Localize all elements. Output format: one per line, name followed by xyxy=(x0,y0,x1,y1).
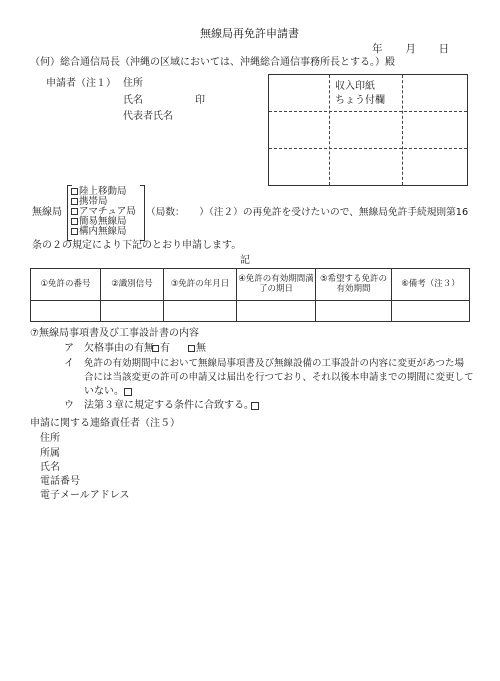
stamp-label-1: 収入印紙 xyxy=(335,81,375,92)
station-count-text: （局数： ）（注２）の再免許を受けたいので、無線局免許手続規則第16 xyxy=(146,207,469,218)
checkbox-icon[interactable] xyxy=(71,218,78,225)
name-label: 氏名 xyxy=(123,95,143,106)
cell-call-sign[interactable] xyxy=(101,301,164,322)
section7-title: ⑦無線局事項書及び工事設計書の内容 xyxy=(30,328,199,339)
item-i-mark: イ xyxy=(64,358,74,369)
license-table xyxy=(30,268,470,322)
revenue-stamp-box xyxy=(268,74,468,186)
header-expiry-date: ④免許の有効期間満了の期日 xyxy=(237,269,316,301)
contact-field: 氏名 xyxy=(40,462,60,473)
cell-expiry-date[interactable] xyxy=(237,301,316,322)
address-label: 住所 xyxy=(123,78,143,89)
document-title: 無線局再免許申請書 xyxy=(200,27,299,40)
item-i-line-3: いない。 xyxy=(84,386,124,397)
item-u-text: 法第３章に規定する条件に合致する。 xyxy=(84,400,254,411)
cell-license-date[interactable] xyxy=(164,301,237,322)
checkbox-icon[interactable] xyxy=(152,345,159,352)
item-u-mark: ウ xyxy=(64,400,74,411)
seal-mark: 印 xyxy=(195,95,205,106)
header-license-date: ③免許の年月日 xyxy=(164,269,237,301)
table-header-row xyxy=(31,269,470,301)
station-option[interactable]: 簡易無線局 xyxy=(71,217,127,227)
checkbox-icon[interactable] xyxy=(188,345,195,352)
addressee: （何）総合通信局長（沖縄の区域においては、沖縄総合通信事務所長とする。）殿 xyxy=(30,57,395,68)
item-i-line-1: 免許の有効期間中において無線局事項書及び無線設備の工事設計の内容に変更があつた場 xyxy=(84,358,465,369)
ki-heading: 記 xyxy=(240,255,250,266)
option-no[interactable]: 無 xyxy=(188,344,206,354)
option-yes[interactable]: 有 xyxy=(152,344,170,354)
header-remarks: ⑥備考（注３） xyxy=(392,269,470,301)
station-line-2: 条の２の規定により下記のとおり申請します。 xyxy=(32,240,242,251)
cell-remarks[interactable] xyxy=(392,301,470,322)
checkbox-icon[interactable] xyxy=(71,228,78,235)
checkbox-icon[interactable] xyxy=(71,198,78,205)
representative-label: 代表者氏名 xyxy=(123,111,173,122)
checkbox-icon[interactable] xyxy=(71,208,78,215)
applicant-label: 申請者（注１） xyxy=(46,78,116,89)
contact-field: 住所 xyxy=(40,433,60,444)
item-a-text: 欠格事由の有無 xyxy=(84,343,154,354)
stamp-label-2: ちょう付欄 xyxy=(335,95,385,106)
item-i-line-2: 合には当該変更の許可の申請又は届出を行つており、それ以後本申請までの期間に変更して xyxy=(84,372,474,383)
contact-field: 電話番号 xyxy=(40,476,80,487)
station-prefix: 無線局 xyxy=(32,207,62,218)
cell-desired-period[interactable] xyxy=(316,301,392,322)
header-call-sign: ②識別信号 xyxy=(101,269,164,301)
station-option[interactable]: アマチュア局 xyxy=(71,207,136,217)
header-license-number: ①免許の番号 xyxy=(31,269,101,301)
cell-license-number[interactable] xyxy=(31,301,101,322)
station-option[interactable]: 陸上移動局 xyxy=(71,187,127,197)
contact-field: 所属 xyxy=(40,448,60,459)
bracket-right xyxy=(140,185,145,241)
item-a-mark: ア xyxy=(64,343,74,354)
table-row xyxy=(31,301,470,322)
contact-title: 申請に関する連絡責任者（注５） xyxy=(30,418,180,429)
checkbox-icon[interactable] xyxy=(71,188,78,195)
item-u-checkbox[interactable] xyxy=(251,402,259,410)
date-line: 年 月 日 xyxy=(372,43,453,55)
station-option[interactable]: 構内無線局 xyxy=(71,227,127,237)
header-desired-period: ⑤希望する免許の有効期間 xyxy=(316,269,392,301)
contact-field: 電子メールアドレス xyxy=(40,490,130,501)
item-i-checkbox[interactable] xyxy=(124,388,132,396)
station-option[interactable]: 携帯局 xyxy=(71,197,108,207)
